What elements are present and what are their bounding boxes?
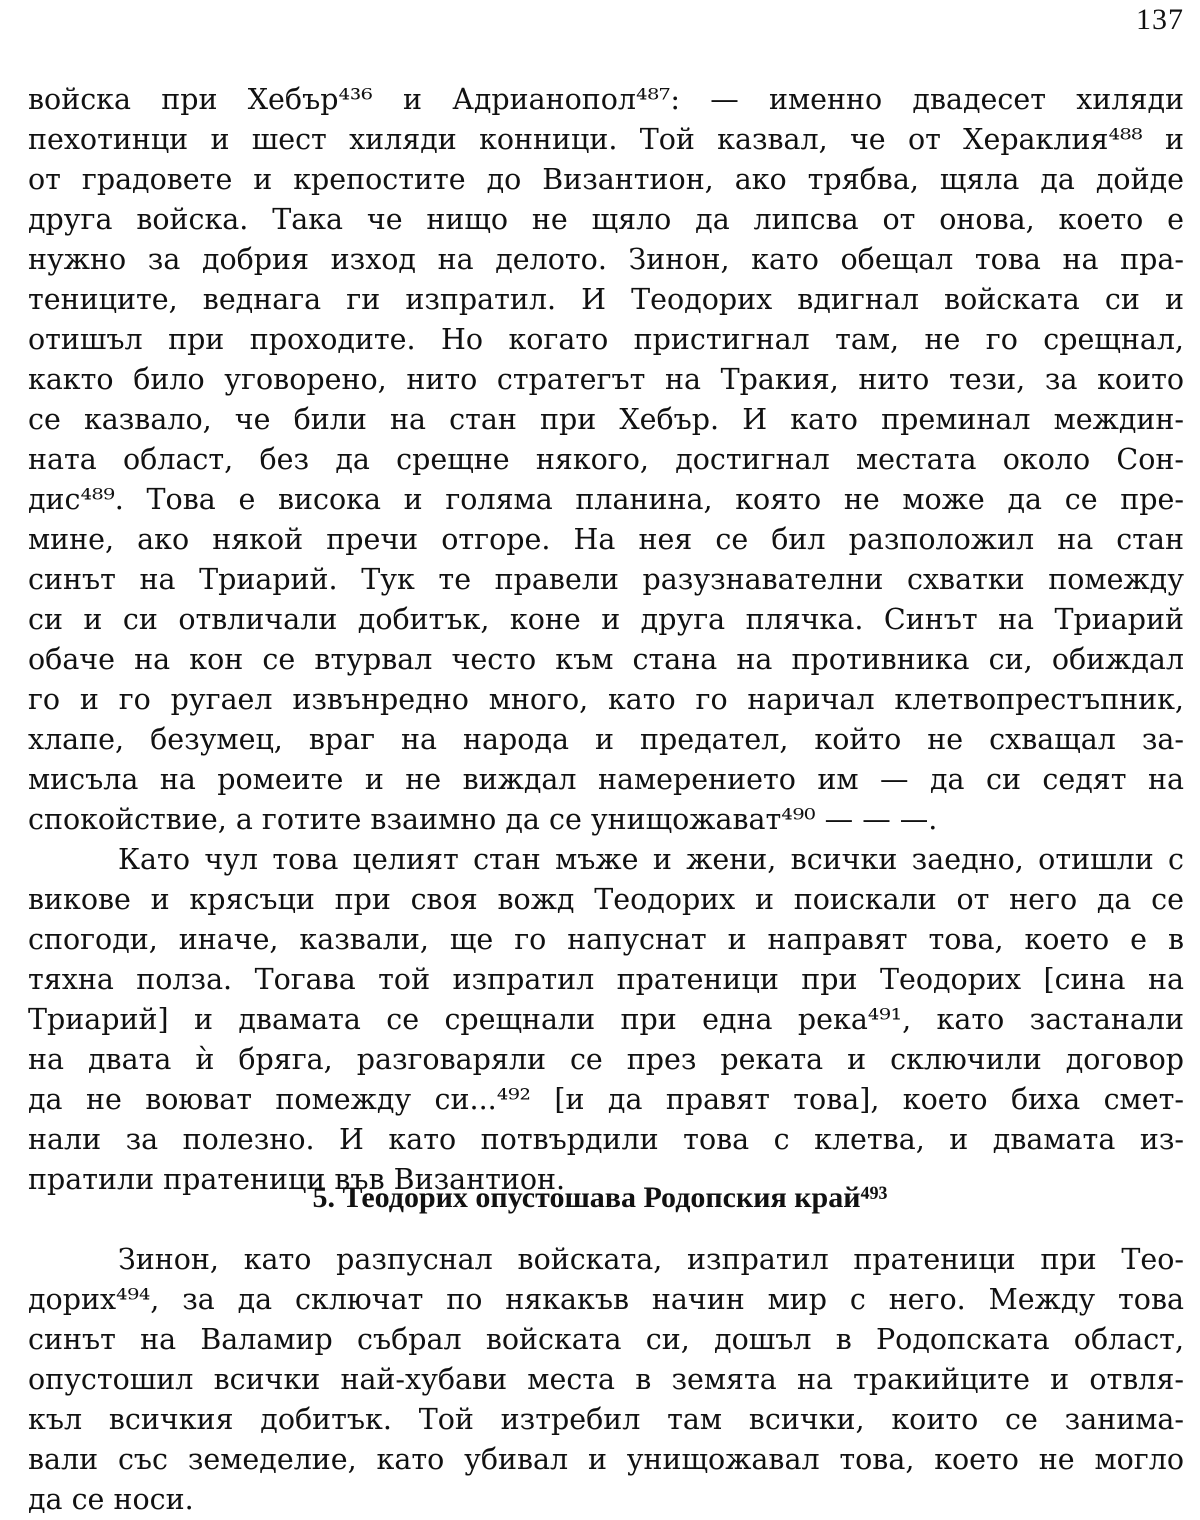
text-line: от градовете и крепостите до Византион, ако трябва, щяла да дойде bbox=[28, 163, 1184, 196]
text-line: отишъл при проходите. Но когато пристигнал там, не го срещнал, bbox=[28, 323, 1184, 356]
text-line: синът на Валамир събрал войската си, дошъл в Родопската област, bbox=[28, 1323, 1184, 1356]
text-line: Триарий] и двамата се срещнали при една река⁴⁹¹, като застанали bbox=[28, 1003, 1184, 1036]
text-line: пехотинци и шест хиляди конници. Той казвал, че от Хераклия⁴⁸⁸ и bbox=[28, 123, 1184, 156]
text-line: Като чул това целият стан мъже и жени, всички заедно, отишли с bbox=[118, 843, 1184, 876]
text-line: както било уговорено, нито стратегът на Тракия, нито тези, за които bbox=[28, 363, 1184, 396]
body-text-section-1 bbox=[28, 80, 1184, 1200]
section-heading: 5. Теодорих опустошава Родопския край⁴⁹³ bbox=[312, 1181, 888, 1214]
text-line: го и го ругаел извънредно много, като го наричал клетвопрестъпник, bbox=[28, 683, 1184, 716]
text-line: обаче на кон се втурвал често към стана на противника си, обиждал bbox=[28, 643, 1184, 676]
text-line: на двата ѝ бряга, разговаряли се през реката и сключили договор bbox=[28, 1043, 1184, 1076]
text-line: викове и крясъци при своя вожд Теодорих и поискали от него да се bbox=[28, 883, 1184, 916]
text-line: друга войска. Така че нищо не щяло да липсва от онова, което е bbox=[28, 203, 1184, 236]
text-line: нужно за добрия изход на делото. Зинон, като обещал това на пра- bbox=[28, 243, 1184, 276]
text-line: ната област, без да срещне някого, достигнал местата около Сон- bbox=[28, 443, 1184, 476]
text-line: спогоди, иначе, казвали, ще го напуснат и направят това, което е в bbox=[28, 923, 1184, 956]
text-line: опустошил всички най-хубави места в земята на тракийците и отвля- bbox=[28, 1363, 1184, 1396]
text-line: си и си отвличали добитък, коне и друга плячка. Синът на Триарий bbox=[28, 603, 1184, 636]
text-line: синът на Триарий. Тук те правели разузнавателни схватки помежду bbox=[28, 563, 1184, 596]
text-line: дорих⁴⁹⁴, за да сключат по някакъв начин мир с него. Между това bbox=[28, 1283, 1184, 1316]
text-line: пратили пратеници във Византион. bbox=[28, 1163, 566, 1196]
text-line: да се носи. bbox=[28, 1483, 194, 1516]
text-line: вали със земеделие, като убивал и унищожавал това, което не могло bbox=[28, 1443, 1184, 1476]
text-line: къл всичкия добитък. Той изтребил там всички, които се занима- bbox=[28, 1403, 1184, 1436]
text-line: дис⁴⁸⁹. Това е висока и голяма планина, която не може да се пре- bbox=[28, 483, 1184, 516]
text-line: тяхна полза. Тогава той изпратил пратеници при Теодорих [сина на bbox=[28, 963, 1184, 996]
text-line: войска при Хебър⁴³⁶ и Адрианопол⁴⁸⁷: — именно двадесет хиляди bbox=[28, 83, 1184, 116]
text-line: хлапе, безумец, враг на народа и предател, който не схващал за- bbox=[28, 723, 1184, 756]
text-line: мине, ако някой пречи отгоре. На нея се бил разположил на стан bbox=[28, 523, 1184, 556]
text-line: спокойствие, а готите взаимно да се унищожават⁴⁹⁰ — — —. bbox=[28, 803, 938, 836]
text-line: се казвало, че били на стан при Хебър. И като преминал междин- bbox=[28, 403, 1184, 436]
text-line: да не воюват помежду си...⁴⁹² [и да правят това], което биха смет- bbox=[28, 1083, 1184, 1116]
text-line: нали за полезно. И като потвърдили това с клетва, и двамата из- bbox=[28, 1123, 1184, 1156]
body-text-section-2 bbox=[28, 1240, 1184, 1520]
text-line: мисъла на ромеите и не виждал намерението им — да си седят на bbox=[28, 763, 1184, 796]
page-number: 137 bbox=[1136, 3, 1184, 36]
text-line: Зинон, като разпуснал войската, изпратил пратеници при Тео- bbox=[118, 1243, 1184, 1276]
text-line: тениците, веднага ги изпратил. И Теодорих вдигнал войската си и bbox=[28, 283, 1184, 316]
